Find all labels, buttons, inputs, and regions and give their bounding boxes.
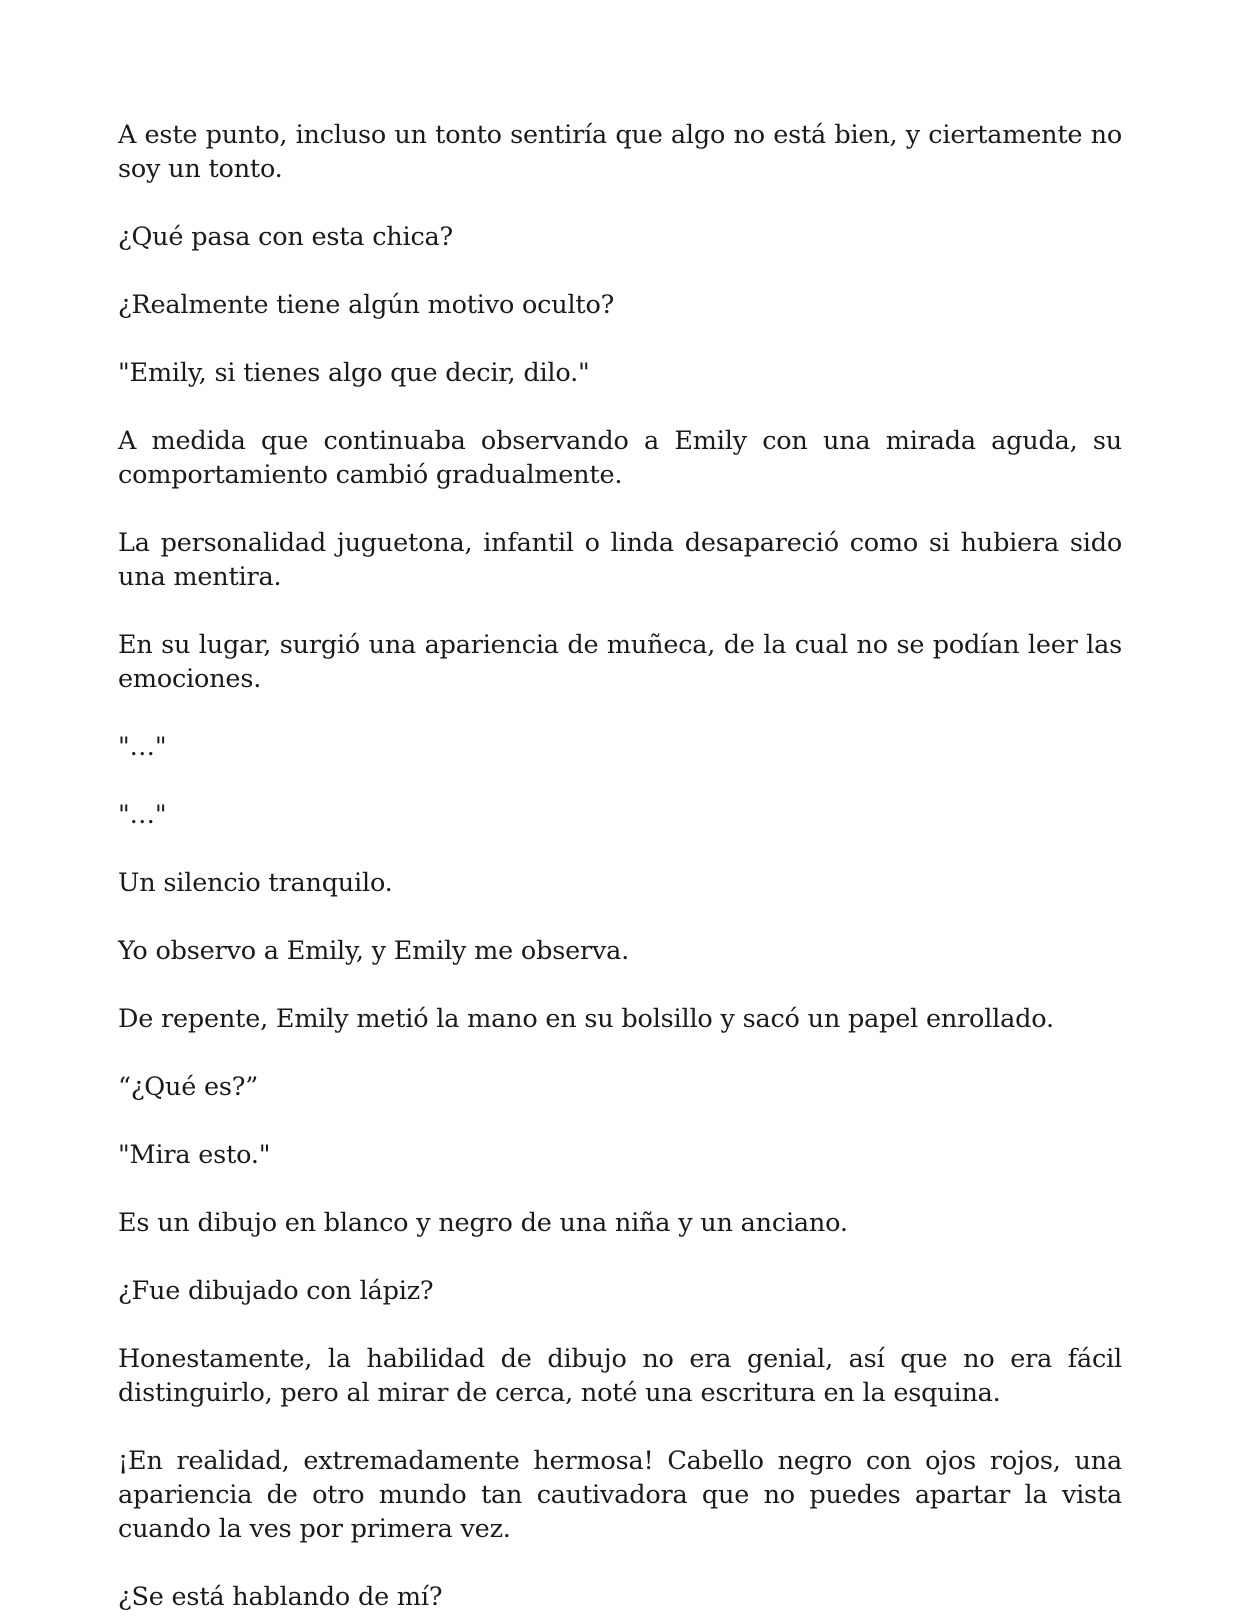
paragraph: ¿Se está hablando de mí? bbox=[118, 1582, 443, 1612]
paragraph: La personalidad juguetona, infantil o linda desapareció como si hubiera sido una mentira. bbox=[118, 528, 1122, 592]
paragraph: A este punto, incluso un tonto sentiría que algo no está bien, y ciertamente no soy un tonto. bbox=[118, 120, 1122, 184]
paragraph: Honestamente, la habilidad de dibujo no era genial, así que no era fácil distinguirlo, pero al mirar de cerca, noté una escritura en la esquina. bbox=[118, 1344, 1122, 1408]
body-text bbox=[118, 118, 1122, 1614]
paragraph: ¿Fue dibujado con lápiz? bbox=[118, 1276, 434, 1306]
paragraph: A medida que continuaba observando a Emily con una mirada aguda, su comportamiento cambió gradualmente. bbox=[118, 426, 1122, 490]
paragraph: ¿Realmente tiene algún motivo oculto? bbox=[118, 290, 615, 320]
paragraph: Es un dibujo en blanco y negro de una niña y un anciano. bbox=[118, 1208, 848, 1238]
paragraph: ¿Qué pasa con esta chica? bbox=[118, 222, 454, 252]
paragraph: "Emily, si tienes algo que decir, dilo." bbox=[118, 358, 590, 388]
paragraph: "…" bbox=[118, 800, 167, 830]
paragraph: ¡En realidad, extremadamente hermosa! Cabello negro con ojos rojos, una apariencia de otro mundo tan cautivadora que no puedes apartar la vista cuando la ves por primera vez. bbox=[118, 1446, 1122, 1544]
paragraph: "Mira esto." bbox=[118, 1140, 271, 1170]
paragraph: Un silencio tranquilo. bbox=[118, 868, 393, 898]
paragraph: En su lugar, surgió una apariencia de muñeca, de la cual no se podían leer las emociones. bbox=[118, 630, 1122, 694]
paragraph: Yo observo a Emily, y Emily me observa. bbox=[118, 936, 630, 966]
paragraph: De repente, Emily metió la mano en su bolsillo y sacó un papel enrollado. bbox=[118, 1004, 1054, 1034]
paragraph: "…" bbox=[118, 732, 167, 762]
paragraph: “¿Qué es?” bbox=[118, 1072, 259, 1102]
